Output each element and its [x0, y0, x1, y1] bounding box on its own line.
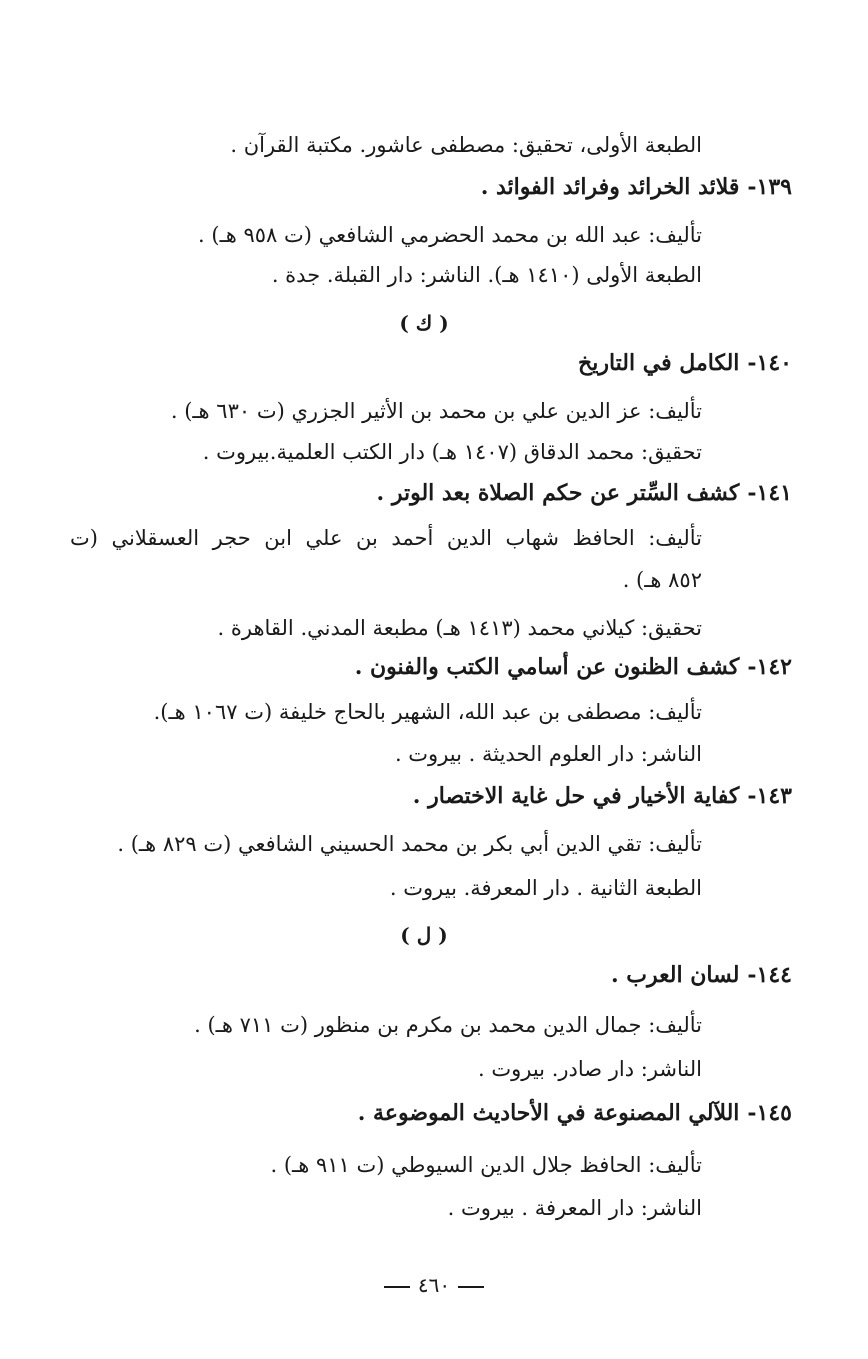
entry-141-author-line-continued: ٨٥٢ هـ) .	[622, 568, 702, 592]
entry-number: ١٤٣-	[747, 783, 792, 809]
entry-142-publisher-line: الناشر: دار العلوم الحديثة . بيروت .	[394, 742, 702, 766]
entry-143-heading	[413, 781, 792, 811]
entry-138-edition-line: الطبعة الأولى، تحقيق: مصطفى عاشور. مكتبة القرآن .	[230, 133, 702, 157]
entry-143-edition-line: الطبعة الثانية . دار المعرفة. بيروت .	[389, 876, 702, 900]
entry-143-author-line: تأليف: تقي الدين أبي بكر بن محمد الحسيني الشافعي (ت ٨٢٩ هـ) .	[117, 832, 702, 856]
entry-141-heading	[377, 478, 793, 508]
entry-141-author-line: تأليف: الحافظ شهاب الدين أحمد بن علي ابن حجر العسقلاني (ت	[70, 526, 702, 550]
entry-number: ١٤٠-	[747, 350, 792, 376]
entry-140-heading	[578, 348, 792, 378]
entry-144-publisher-line: الناشر: دار صادر. بيروت .	[477, 1057, 702, 1081]
page-number: ٤٦٠	[417, 1273, 451, 1297]
entry-145-publisher-line: الناشر: دار المعرفة . بيروت .	[447, 1196, 702, 1220]
entry-number: ١٤٥-	[747, 1100, 792, 1126]
entry-title: لسان العرب .	[610, 962, 740, 988]
entry-144-author-line: تأليف: جمال الدين محمد بن مكرم بن منظور (ت ٧١١ هـ) .	[194, 1013, 702, 1037]
entry-title: كفاية الأخيار في حل غاية الاختصار .	[412, 783, 740, 809]
section-letter-kaf: ( ك )	[399, 311, 449, 335]
entry-145-author-line: تأليف: الحافظ جلال الدين السيوطي (ت ٩١١ هـ) .	[270, 1153, 702, 1177]
entry-title: الكامل في التاريخ	[578, 350, 740, 376]
entry-title: كشف الظنون عن أسامي الكتب والفنون .	[354, 654, 740, 680]
entry-number: ١٤١-	[747, 480, 792, 506]
entry-142-author-line: تأليف: مصطفى بن عبد الله، الشهير بالحاج خليفة (ت ١٠٦٧ هـ).	[153, 700, 702, 724]
footer-dash-right	[458, 1286, 484, 1288]
entry-title: اللآلي المصنوعة في الأحاديث الموضوعة .	[357, 1100, 740, 1126]
entry-141-editor-line: تحقيق: كيلاني محمد (١٤١٣ هـ) مطبعة المدني. القاهرة .	[217, 616, 702, 640]
entry-139-author-line: تأليف: عبد الله بن محمد الحضرمي الشافعي (ت ٩٥٨ هـ) .	[198, 223, 702, 247]
entry-number: ١٤٤-	[747, 962, 792, 988]
entry-140-author-line: تأليف: عز الدين علي بن محمد بن الأثير الجزري (ت ٦٣٠ هـ) .	[170, 399, 702, 423]
page-footer	[364, 1270, 504, 1300]
entry-number: ١٤٢-	[747, 654, 792, 680]
entry-144-heading	[611, 960, 792, 990]
entry-title: كشف السِّتر عن حكم الصلاة بعد الوتر .	[376, 480, 740, 506]
entry-title: قلائد الخرائد وفرائد الفوائد .	[480, 174, 740, 200]
footer-dash-left	[384, 1286, 410, 1288]
entry-139-publisher-line: الطبعة الأولى (١٤١٠ هـ). الناشر: دار القبلة. جدة .	[271, 263, 702, 287]
entry-142-heading	[355, 652, 792, 682]
section-letter-lam: ( ل )	[400, 923, 448, 947]
entry-145-heading	[358, 1098, 792, 1128]
entry-140-editor-line: تحقيق: محمد الدقاق (١٤٠٧ هـ) دار الكتب العلمية.بيروت .	[202, 440, 702, 464]
entry-number: ١٣٩-	[747, 174, 792, 200]
entry-139-heading	[481, 172, 792, 202]
